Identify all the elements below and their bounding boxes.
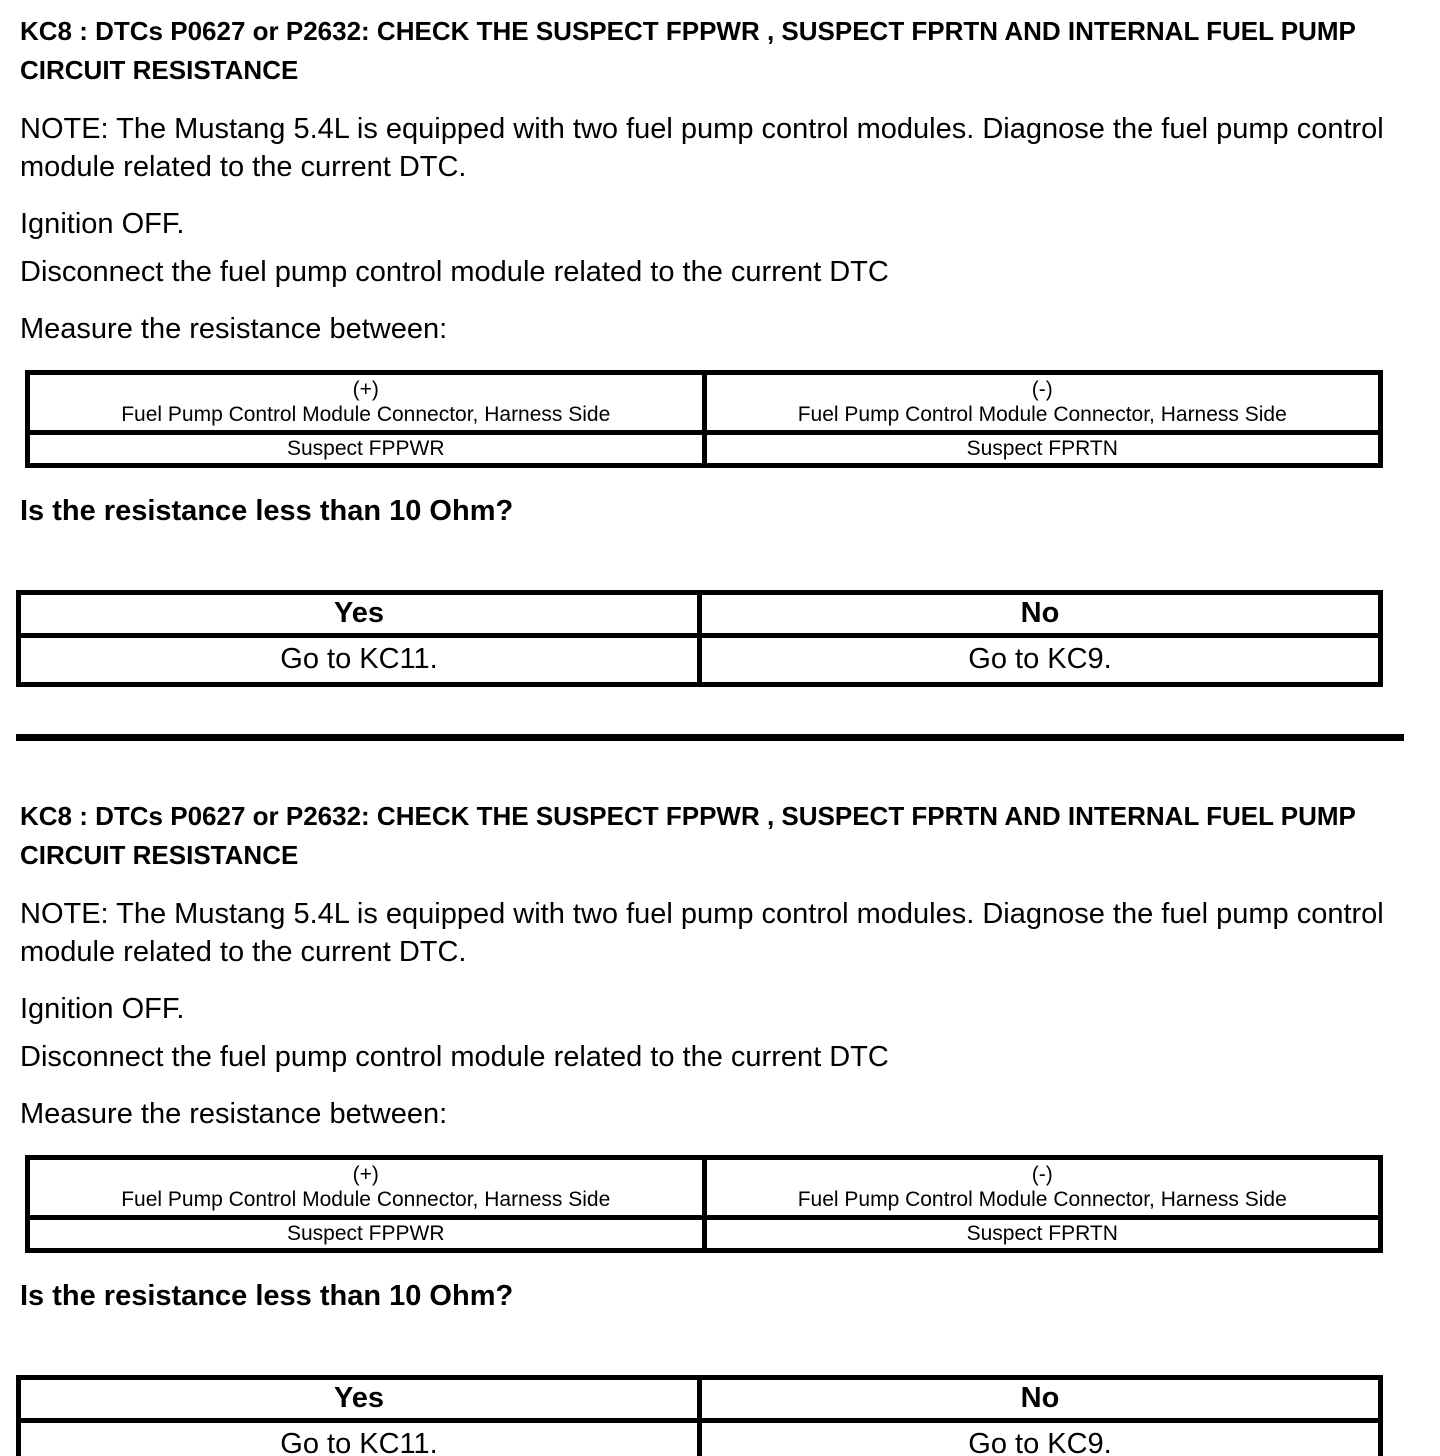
negative-lead-cell bbox=[704, 373, 1381, 433]
diagnostic-question: Is the resistance less than 10 Ohm? bbox=[20, 1280, 514, 1312]
negative-connector-label: Fuel Pump Control Module Connector, Harness Side bbox=[797, 403, 1287, 426]
measurement-header-row bbox=[28, 373, 1381, 433]
pinpoint-test-section bbox=[20, 797, 1420, 1456]
section-heading: KC8 : DTCs P0627 or P2632: CHECK THE SUSPECT FPPWR , SUSPECT FPRTN AND INTERNAL FUEL PUMP CIRCUIT RESISTANCE bbox=[20, 16, 1356, 85]
negative-polarity-label: (-) bbox=[1031, 1163, 1053, 1186]
positive-connector-label: Fuel Pump Control Module Connector, Harness Side bbox=[121, 1188, 611, 1211]
positive-polarity-label: (+) bbox=[352, 378, 379, 401]
negative-circuit-value: Suspect FPRTN bbox=[704, 1218, 1381, 1251]
section-divider bbox=[16, 734, 1404, 741]
no-action: Go to KC9. bbox=[700, 1421, 1381, 1456]
step-disconnect-module: Disconnect the fuel pump control module related to the current DTC bbox=[20, 1041, 889, 1073]
diagnostic-question: Is the resistance less than 10 Ohm? bbox=[20, 495, 514, 527]
negative-circuit-value: Suspect FPRTN bbox=[704, 433, 1381, 466]
measurement-value-row bbox=[28, 1218, 1381, 1251]
positive-polarity-label: (+) bbox=[352, 1163, 379, 1186]
step-ignition-off: Ignition OFF. bbox=[20, 993, 185, 1025]
measurement-header-row bbox=[28, 1158, 1381, 1218]
positive-lead-cell bbox=[28, 373, 705, 433]
negative-connector-label: Fuel Pump Control Module Connector, Harness Side bbox=[797, 1188, 1287, 1211]
note-paragraph: NOTE: The Mustang 5.4L is equipped with two fuel pump control modules. Diagnose the fuel pump control module related to the current DTC. bbox=[20, 898, 1384, 968]
no-header: No bbox=[700, 593, 1381, 636]
yes-action: Go to KC11. bbox=[19, 636, 700, 685]
measurement-table bbox=[25, 1155, 1383, 1253]
measurement-table bbox=[25, 370, 1383, 468]
positive-circuit-value: Suspect FPPWR bbox=[28, 433, 705, 466]
positive-circuit-value: Suspect FPPWR bbox=[28, 1218, 705, 1251]
pinpoint-test-section bbox=[20, 12, 1420, 741]
negative-lead-cell bbox=[704, 1158, 1381, 1218]
decision-table bbox=[16, 1375, 1383, 1456]
yes-header: Yes bbox=[19, 1378, 700, 1421]
yes-header: Yes bbox=[19, 593, 700, 636]
positive-lead-cell bbox=[28, 1158, 705, 1218]
decision-header-row bbox=[19, 593, 1381, 636]
decision-header-row bbox=[19, 1378, 1381, 1421]
decision-action-row bbox=[19, 636, 1381, 685]
step-measure-resistance: Measure the resistance between: bbox=[20, 313, 448, 345]
negative-polarity-label: (-) bbox=[1031, 378, 1053, 401]
decision-table bbox=[16, 590, 1383, 687]
section-heading: KC8 : DTCs P0627 or P2632: CHECK THE SUSPECT FPPWR , SUSPECT FPRTN AND INTERNAL FUEL PUMP CIRCUIT RESISTANCE bbox=[20, 801, 1356, 870]
step-ignition-off: Ignition OFF. bbox=[20, 208, 185, 240]
yes-action: Go to KC11. bbox=[19, 1421, 700, 1456]
step-disconnect-module: Disconnect the fuel pump control module related to the current DTC bbox=[20, 256, 889, 288]
no-header: No bbox=[700, 1378, 1381, 1421]
step-measure-resistance: Measure the resistance between: bbox=[20, 1098, 448, 1130]
decision-action-row bbox=[19, 1421, 1381, 1456]
note-paragraph: NOTE: The Mustang 5.4L is equipped with two fuel pump control modules. Diagnose the fuel pump control module related to the current DTC. bbox=[20, 113, 1384, 183]
measurement-value-row bbox=[28, 433, 1381, 466]
positive-connector-label: Fuel Pump Control Module Connector, Harness Side bbox=[121, 403, 611, 426]
no-action: Go to KC9. bbox=[700, 636, 1381, 685]
